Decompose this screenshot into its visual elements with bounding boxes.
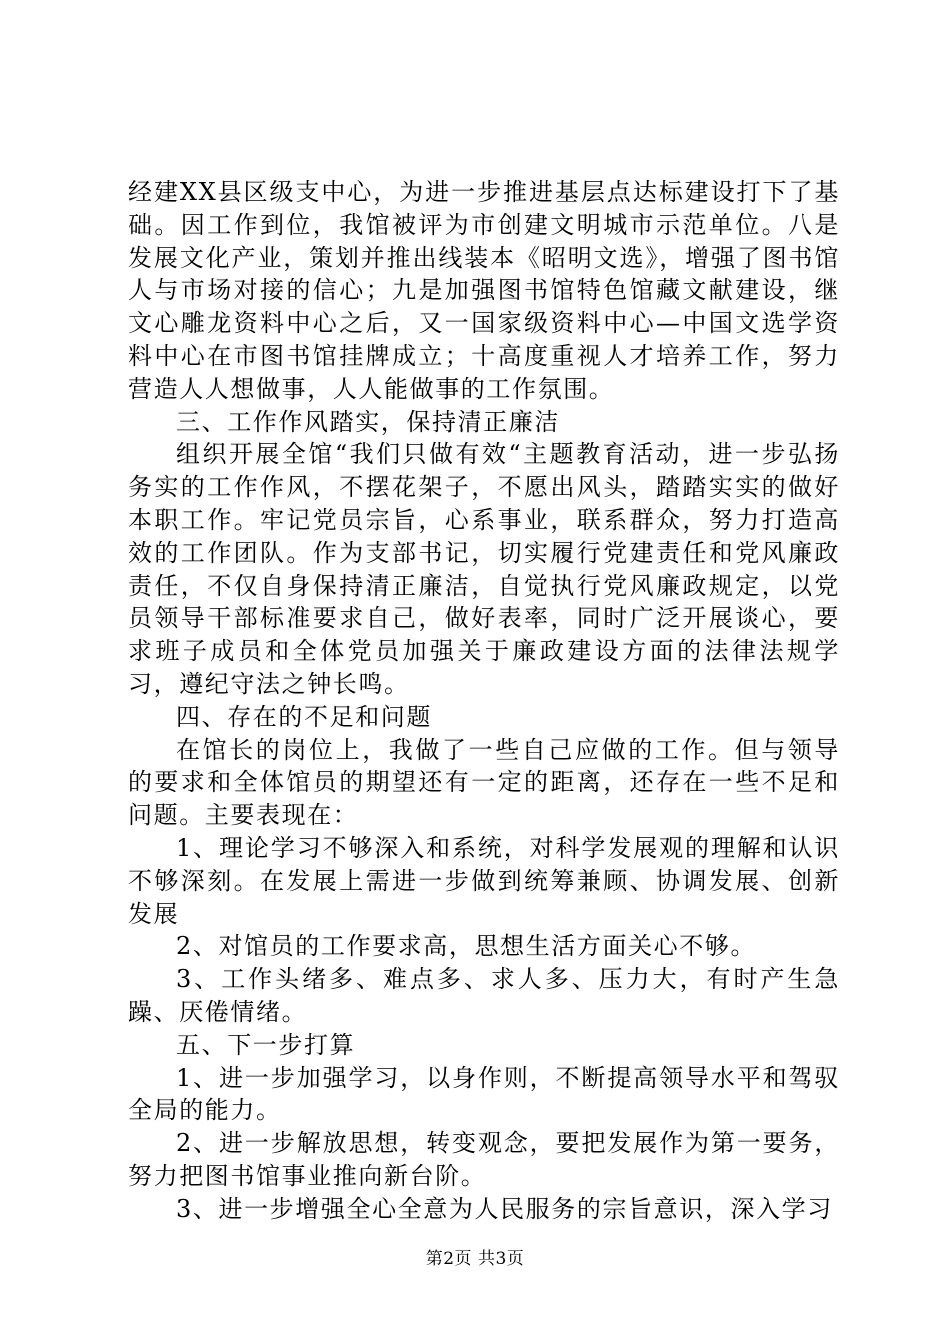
list-item-shortcoming-2: 2、对馆员的工作要求高，思想生活方面关心不够。 xyxy=(176,932,757,961)
paragraph-shortcomings-intro: 在馆长的岗位上，我做了一些自己应做的工作。但与领导的要求和全体馆员的期望还有一定的距离，还存在一些不足和问题。主要表现在： xyxy=(128,735,840,830)
paragraph-work-style: 组织开展全馆“我们只做有效“主题教育活动，进一步弘扬务实的工作作风，不摆花架子，不愿出风头，踏踏实实的做好本职工作。牢记党员宗旨，心系事业，联系群众，努力打造高效的工作团队。作为支部书记，切实履行党建责任和党风廉政责任，不仅自身保持清正廉洁，自觉执行党风廉政规定，以党员领导干部标准要求自己，做好表率，同时广泛开展谈心，要求班子成员和全体党员加强关于廉政建设方面的法律法规学习，遵纪守法之钟长鸣。 xyxy=(128,440,840,698)
list-item-shortcoming-1: 1、理论学习不够深入和系统，对科学发展观的理解和认识不够深刻。在发展上需进一步做到统筹兼顾、协调发展、创新发展 xyxy=(128,833,840,928)
section-heading-five: 五、下一步打算 xyxy=(176,1030,356,1059)
paragraph-continuation: 经建XX县区级支中心，为进一步推进基层点达标建设打下了基础。因工作到位，我馆被评为市创建文明城市示范单位。八是发展文化产业，策划并推出线装本《昭明文选》，增强了图书馆人与市场对接的信心；九是加强图书馆特色馆藏文献建设，继文心雕龙资料中心之后，又一国家级资料中心—中国文选学资料中心在市图书馆挂牌成立；十高度重视人才培养工作，努力营造人人想做事，人人能做事的工作氛围。 xyxy=(128,178,840,403)
list-item-shortcoming-3: 3、工作头绪多、难点多、求人多、压力大，有时产生急躁、厌倦情绪。 xyxy=(128,965,840,1026)
section-heading-three: 三、工作作风踏实，保持清正廉洁 xyxy=(176,407,560,436)
section-heading-four: 四、存在的不足和问题 xyxy=(176,702,432,731)
page-footer: 第2页 共3页 xyxy=(425,1249,525,1269)
list-item-plan-2: 2、进一步解放思想，转变观念，要把发展作为第一要务，努力把图书馆事业推向新台阶。 xyxy=(128,1129,840,1190)
document-body xyxy=(128,176,840,1226)
list-item-plan-1: 1、进一步加强学习，以身作则，不断提高领导水平和驾驭全局的能力。 xyxy=(128,1063,840,1125)
list-item-plan-3: 3、进一步增强全心全意为人民服务的宗旨意识，深入学习 xyxy=(176,1194,833,1223)
